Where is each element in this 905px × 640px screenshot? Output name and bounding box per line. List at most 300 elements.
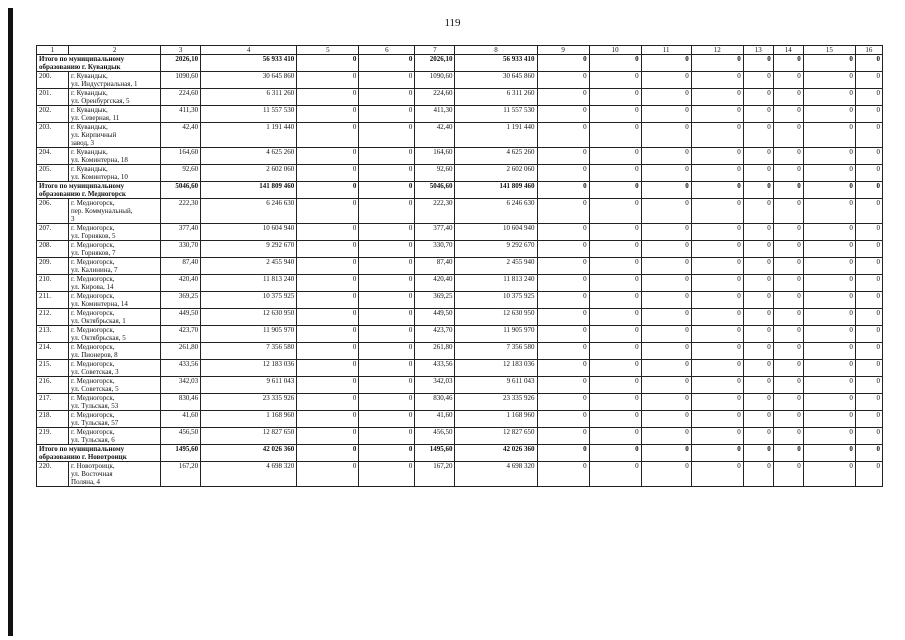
value-cell: 0 [803,89,855,106]
cell-line: г. Кувандык, [71,72,108,80]
value-cell: 0 [691,89,743,106]
value-cell: 0 [297,199,359,224]
row-number-cell: 218. [37,411,69,428]
value-cell: 0 [359,428,415,445]
value-cell: 10 375 925 [455,292,537,309]
value-cell: 12 827 650 [201,428,297,445]
row-number-cell: 213. [37,326,69,343]
value-cell: 11 905 970 [201,326,297,343]
value-cell: 5046,60 [161,182,201,199]
value-cell: 164,60 [161,148,201,165]
value-cell: 0 [359,258,415,275]
value-cell: 0 [359,123,415,148]
value-cell: 0 [359,377,415,394]
value-cell: 0 [297,445,359,462]
value-cell: 0 [773,377,803,394]
value-cell: 0 [855,394,882,411]
value-cell: 0 [691,199,743,224]
value-cell: 9 292 670 [201,241,297,258]
value-cell: 420,40 [415,275,455,292]
value-cell: 56 933 410 [455,55,537,72]
value-cell: 30 645 860 [455,72,537,89]
value-cell: 167,20 [161,462,201,487]
value-cell: 12 183 036 [455,360,537,377]
value-cell: 0 [803,224,855,241]
value-cell: 0 [803,462,855,487]
value-cell: 0 [773,123,803,148]
value-cell: 0 [641,428,691,445]
value-cell: 0 [743,106,773,123]
value-cell: 9 611 043 [455,377,537,394]
value-cell: 11 557 530 [201,106,297,123]
value-cell: 0 [773,292,803,309]
value-cell: 222,30 [415,199,455,224]
column-number-cell: 15 [803,46,855,55]
value-cell: 1090,60 [161,72,201,89]
value-cell: 0 [743,343,773,360]
value-cell: 411,30 [415,106,455,123]
value-cell: 11 557 530 [455,106,537,123]
page-edge-bar [8,8,13,636]
row-number-cell: 212. [37,309,69,326]
column-number-cell: 10 [589,46,641,55]
value-cell: 0 [743,275,773,292]
value-cell: 12 827 650 [455,428,537,445]
value-cell: 0 [743,72,773,89]
value-cell: 0 [359,72,415,89]
value-cell: 0 [855,148,882,165]
total-label-cell [37,55,161,72]
cell-line: ул. Северная, 11 [71,114,120,122]
value-cell: 0 [359,55,415,72]
value-cell: 0 [537,377,589,394]
cell-line: г. Медногорск, [71,309,115,317]
value-cell: 10 604 940 [201,224,297,241]
value-cell: 92,60 [161,165,201,182]
value-cell: 0 [641,394,691,411]
value-cell: 0 [589,55,641,72]
value-cell: 0 [359,275,415,292]
value-cell: 0 [855,275,882,292]
value-cell: 433,56 [161,360,201,377]
address-cell [69,106,161,123]
value-cell: 0 [641,241,691,258]
value-cell: 0 [855,123,882,148]
table-row [37,275,883,292]
column-number-cell: 3 [161,46,201,55]
cell-line: ул. Тульская, 53 [71,402,119,410]
value-cell: 0 [297,55,359,72]
cell-line: г. Медногорск, [71,428,115,436]
value-cell: 0 [359,224,415,241]
value-cell: 0 [803,165,855,182]
value-cell: 12 183 036 [201,360,297,377]
address-cell [69,292,161,309]
cell-line: ул. Горняков, 5 [71,232,116,240]
value-cell: 0 [773,165,803,182]
value-cell: 0 [297,411,359,428]
value-cell: 1 191 440 [201,123,297,148]
value-cell: 0 [589,106,641,123]
value-cell: 1495,60 [415,445,455,462]
table-row [37,360,883,377]
value-cell: 0 [589,428,641,445]
value-cell: 0 [537,360,589,377]
cell-line: ул. Советская, 3 [71,368,119,376]
value-cell: 0 [359,445,415,462]
value-cell: 0 [537,89,589,106]
value-cell: 0 [641,445,691,462]
value-cell: 224,60 [415,89,455,106]
value-cell: 0 [803,394,855,411]
value-cell: 0 [691,428,743,445]
value-cell: 0 [691,123,743,148]
value-cell: 0 [641,224,691,241]
value-cell: 0 [537,462,589,487]
value-cell: 10 604 940 [455,224,537,241]
value-cell: 0 [589,241,641,258]
value-cell: 0 [589,411,641,428]
value-cell: 0 [589,89,641,106]
value-cell: 0 [537,241,589,258]
cell-line: г. Новотроицк, [71,462,115,470]
table-row [37,89,883,106]
value-cell: 261,80 [161,343,201,360]
value-cell: 0 [589,72,641,89]
value-cell: 0 [641,182,691,199]
value-cell: 369,25 [415,292,455,309]
cell-line: г. Кувандык, [71,165,108,173]
cell-line: г. Медногорск, [71,326,115,334]
value-cell: 0 [589,309,641,326]
row-number-cell: 209. [37,258,69,275]
value-cell: 0 [537,445,589,462]
value-cell: 0 [743,326,773,343]
value-cell: 0 [297,165,359,182]
value-cell: 0 [803,360,855,377]
address-cell [69,72,161,89]
value-cell: 0 [855,55,882,72]
value-cell: 0 [589,182,641,199]
row-number-cell: 201. [37,89,69,106]
value-cell: 0 [743,224,773,241]
value-cell: 0 [589,326,641,343]
value-cell: 0 [855,199,882,224]
value-cell: 2 455 940 [455,258,537,275]
row-number-cell: 200. [37,72,69,89]
cell-line: завод, 3 [71,139,95,147]
value-cell: 0 [803,326,855,343]
value-cell: 0 [743,428,773,445]
value-cell: 0 [641,462,691,487]
cell-line: г. Медногорск, [71,360,115,368]
address-cell [69,148,161,165]
value-cell: 0 [297,182,359,199]
table-row [37,462,883,487]
value-cell: 449,50 [161,309,201,326]
column-number-cell: 1 [37,46,69,55]
address-cell [69,89,161,106]
cell-line: г. Кувандык, [71,123,108,131]
value-cell: 4 625 260 [455,148,537,165]
value-cell: 0 [537,309,589,326]
value-cell: 0 [641,148,691,165]
value-cell: 0 [855,72,882,89]
table-row [37,428,883,445]
cell-line: г. Медногорск, [71,411,115,419]
value-cell: 0 [297,343,359,360]
address-cell [69,360,161,377]
value-cell: 0 [855,241,882,258]
table-row [37,326,883,343]
value-cell: 0 [773,106,803,123]
value-cell: 0 [297,106,359,123]
column-number-cell: 11 [641,46,691,55]
value-cell: 42,40 [161,123,201,148]
cell-line: г. Медногорск, [71,241,115,249]
cell-line: ул. Калинина, 7 [71,266,118,274]
value-cell: 0 [641,199,691,224]
table-row [37,258,883,275]
value-cell: 456,50 [415,428,455,445]
address-cell [69,462,161,487]
value-cell: 0 [743,241,773,258]
cell-line: ул. Кирова, 14 [71,283,114,291]
address-cell [69,411,161,428]
value-cell: 0 [855,224,882,241]
table-row [37,309,883,326]
value-cell: 0 [743,148,773,165]
value-cell: 456,50 [161,428,201,445]
value-cell: 0 [297,377,359,394]
value-cell: 0 [803,55,855,72]
value-cell: 0 [537,258,589,275]
value-cell: 0 [359,309,415,326]
value-cell: 1495,60 [161,445,201,462]
value-cell: 0 [691,445,743,462]
value-cell: 10 375 925 [201,292,297,309]
value-cell: 0 [803,275,855,292]
cell-line: г. Медногорск, [71,377,115,385]
value-cell: 0 [537,55,589,72]
value-cell: 224,60 [161,89,201,106]
value-cell: 0 [537,428,589,445]
value-cell: 0 [589,123,641,148]
value-cell: 0 [641,326,691,343]
value-cell: 0 [537,106,589,123]
value-cell: 0 [691,241,743,258]
column-number-cell: 5 [297,46,359,55]
value-cell: 0 [297,394,359,411]
value-cell: 830,46 [415,394,455,411]
value-cell: 0 [743,89,773,106]
address-cell [69,123,161,148]
value-cell: 0 [691,182,743,199]
address-cell [69,199,161,224]
column-number-cell: 9 [537,46,589,55]
value-cell: 0 [641,72,691,89]
cell-line: ул. Восточная [71,470,113,478]
cell-line: ул. Индустриальная, 1 [71,80,138,88]
value-cell: 0 [589,462,641,487]
row-number-cell: 216. [37,377,69,394]
cell-line: ул. Октябрьская, 1 [71,317,126,325]
value-cell: 0 [855,258,882,275]
value-cell: 23 335 926 [455,394,537,411]
value-cell: 0 [743,123,773,148]
value-cell: 0 [691,462,743,487]
address-cell [69,241,161,258]
value-cell: 9 611 043 [201,377,297,394]
value-cell: 0 [855,326,882,343]
value-cell: 0 [855,462,882,487]
value-cell: 0 [641,411,691,428]
value-cell: 6 311 260 [455,89,537,106]
value-cell: 2026,10 [415,55,455,72]
table-row [37,343,883,360]
value-cell: 0 [803,106,855,123]
value-cell: 0 [691,411,743,428]
address-cell [69,394,161,411]
table-row [37,411,883,428]
value-cell: 0 [803,123,855,148]
value-cell: 0 [691,309,743,326]
value-cell: 0 [537,394,589,411]
value-cell: 0 [691,148,743,165]
value-cell: 369,25 [161,292,201,309]
row-number-cell: 220. [37,462,69,487]
value-cell: 56 933 410 [201,55,297,72]
value-cell: 0 [537,148,589,165]
address-cell [69,326,161,343]
value-cell: 167,20 [415,462,455,487]
value-cell: 42 026 360 [201,445,297,462]
value-cell: 6 246 630 [201,199,297,224]
column-number-cell: 7 [415,46,455,55]
row-number-cell: 210. [37,275,69,292]
value-cell: 0 [855,165,882,182]
value-cell: 0 [773,199,803,224]
value-cell: 0 [589,394,641,411]
table-row [37,106,883,123]
value-cell: 0 [691,224,743,241]
column-number-cell: 2 [69,46,161,55]
value-cell: 0 [359,241,415,258]
value-cell: 0 [359,89,415,106]
value-cell: 0 [537,224,589,241]
value-cell: 30 645 860 [201,72,297,89]
column-number-cell: 6 [359,46,415,55]
value-cell: 0 [537,275,589,292]
value-cell: 1090,60 [415,72,455,89]
value-cell: 0 [297,89,359,106]
value-cell: 0 [691,275,743,292]
value-cell: 420,40 [161,275,201,292]
value-cell: 0 [297,462,359,487]
table-row [37,199,883,224]
column-number-cell: 4 [201,46,297,55]
value-cell: 0 [297,123,359,148]
cell-line: ул. Горняков, 7 [71,249,116,257]
value-cell: 1 168 960 [201,411,297,428]
address-cell [69,377,161,394]
cell-line: г. Кувандык, [71,89,108,97]
address-cell [69,258,161,275]
page-number: 119 [444,17,461,29]
value-cell: 0 [803,258,855,275]
value-cell: 0 [855,360,882,377]
value-cell: 0 [743,258,773,275]
value-cell: 0 [537,326,589,343]
value-cell: 0 [641,89,691,106]
value-cell: 42 026 360 [455,445,537,462]
value-cell: 0 [803,182,855,199]
value-cell: 0 [773,360,803,377]
value-cell: 0 [855,377,882,394]
value-cell: 342,03 [415,377,455,394]
cell-line: г. Медногорск, [71,394,115,402]
value-cell: 141 809 460 [455,182,537,199]
value-cell: 0 [537,411,589,428]
value-cell: 0 [589,360,641,377]
value-cell: 0 [743,445,773,462]
value-cell: 0 [855,411,882,428]
cell-line: образованию г. Новотроицк [39,453,127,461]
value-cell: 830,46 [161,394,201,411]
value-cell: 0 [803,72,855,89]
value-cell: 0 [803,148,855,165]
value-cell: 222,30 [161,199,201,224]
value-cell: 92,60 [415,165,455,182]
value-cell: 0 [855,106,882,123]
value-cell: 261,80 [415,343,455,360]
value-cell: 0 [641,309,691,326]
table-row [37,72,883,89]
value-cell: 0 [297,326,359,343]
value-cell: 0 [803,428,855,445]
value-cell: 87,40 [161,258,201,275]
value-cell: 0 [359,411,415,428]
value-cell: 377,40 [161,224,201,241]
value-cell: 0 [803,343,855,360]
value-cell: 2026,10 [161,55,201,72]
value-cell: 0 [855,309,882,326]
value-cell: 0 [803,199,855,224]
value-cell: 11 813 240 [201,275,297,292]
value-cell: 0 [297,224,359,241]
municipality-total-row [37,55,883,72]
value-cell: 0 [743,462,773,487]
value-cell: 0 [641,106,691,123]
address-cell [69,428,161,445]
value-cell: 0 [773,89,803,106]
value-cell: 0 [589,199,641,224]
value-cell: 0 [297,258,359,275]
value-cell: 0 [297,292,359,309]
row-number-cell: 207. [37,224,69,241]
value-cell: 0 [589,377,641,394]
value-cell: 0 [773,428,803,445]
value-cell: 0 [359,165,415,182]
row-number-cell: 203. [37,123,69,148]
cell-line: г. Медногорск, [71,292,115,300]
value-cell: 2 602 060 [201,165,297,182]
value-cell: 0 [537,343,589,360]
column-number-cell: 12 [691,46,743,55]
value-cell: 41,60 [161,411,201,428]
value-cell: 377,40 [415,224,455,241]
value-cell: 0 [641,360,691,377]
